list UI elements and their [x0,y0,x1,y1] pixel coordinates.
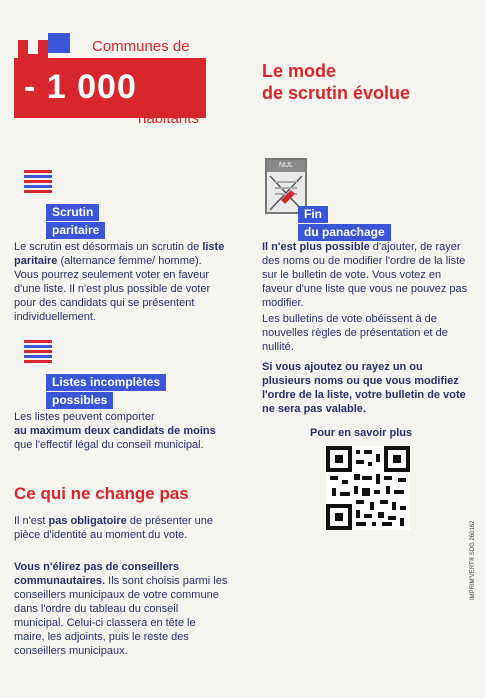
panachage-p1 [262,240,472,310]
qr-code[interactable] [326,446,410,530]
panachage-p3: Si vous ajoutez ou rayez un ou plusieurs noms ou que vous modifiez l'ordre de la liste, votre bulletin de vote ne sera pas valable. [262,361,466,415]
text-bold: au maximum deux candidats de moins [14,425,216,437]
listes-text [14,410,234,452]
unchanged-p2 [14,560,229,658]
logo-roof-red [18,40,48,60]
text-segment: (alternance femme/ homme). Vous pourrez seulement voter en faveur d'une liste. Il n'est plus possible de voter pour des candidats qui se présentent individuellement. [14,255,211,323]
tag-line: Fin [298,206,328,223]
logo-bottom-text: habitants [138,110,199,127]
page-title [262,60,410,104]
text-bold: Il n'est plus possible [262,241,370,253]
text-segment: de présenter une pièce d'identité au moment du vote. [14,515,213,541]
tag-line: paritaire [46,222,105,239]
logo-top-text: Communes de [92,38,190,55]
text-segment: Les listes peuvent comporter [14,411,155,423]
unchanged-p1 [14,514,219,542]
text-bold: pas obligatoire [48,515,127,527]
logo-number-bar [14,58,206,118]
flag-icon [24,170,52,192]
tag-line: Listes incomplètes [46,374,166,391]
print-credit: IMPRIM'VERT® SDG 260162 [470,520,476,600]
page-title-line2: de scrutin évolue [262,83,411,103]
tag-line: possibles [46,392,113,409]
text-segment: Le scrutin est désormais un scrutin de [14,241,203,253]
text-bold: Vous n'élirez pas de conseillers communautaires. [14,561,180,587]
flag-icon [24,340,52,362]
tag-line: Scrutin [46,204,99,221]
unchanged-heading: Ce qui ne change pas [14,484,189,503]
text-bold: liste paritaire [14,241,225,267]
panachage-p2: Les bulletins de vote obéissent à de nouvelles règles de présentation et de nullité. [262,313,448,353]
ballot-label: NUL [267,160,305,172]
text-segment: Ils sont choisis parmi les conseillers municipaux de votre commune dans l'ordre du tableau du conseil municipal. Celui-ci classera en tête le maire, les adjoints, puis le reste des conseillers municipaux. [14,575,228,657]
logo-roof-blue [48,33,70,53]
tag-listes-incompletes [46,373,166,409]
tag-line: du panachage [298,224,391,241]
more-info-label: Pour en savoir plus [310,427,413,439]
scrutin-text [14,240,226,324]
text-segment: que l'effectif légal du conseil municipal. [14,439,204,451]
text-segment: Il n'est [14,515,49,527]
logo-number: - 1 000 [24,68,137,106]
tag-scrutin-paritaire [46,203,105,239]
tag-fin-panachage [298,205,391,241]
page-title-line1: Le mode [262,61,337,81]
text-segment: d'ajouter, de rayer des noms ou de modifier l'ordre de la liste sur le bulletin de vote. Vous votez en faveur d'une liste que vous ne pouvez pas modifier. [262,241,468,309]
